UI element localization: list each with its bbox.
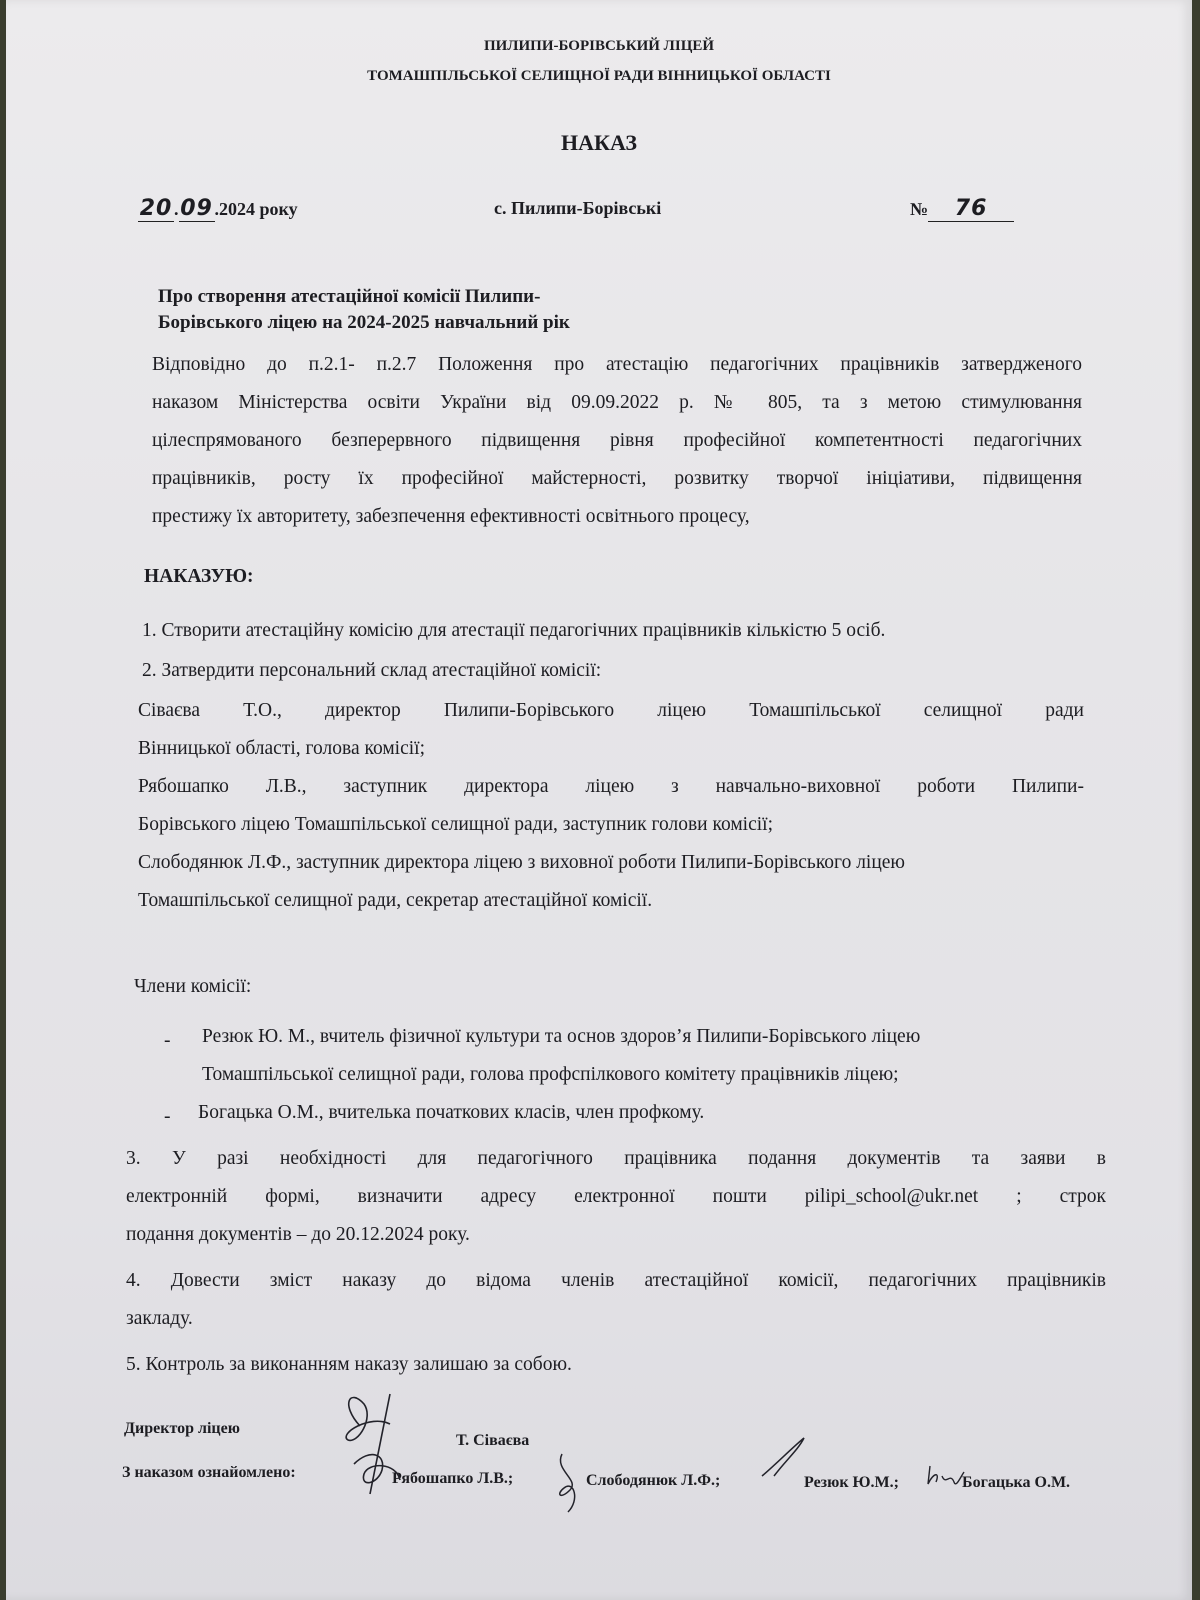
director-signature: [330, 1384, 430, 1514]
ack-name: Резюк Ю.М.;: [804, 1474, 899, 1491]
item-2: 2. Затвердити персональний склад атестаційної комісії:: [142, 660, 602, 681]
members-label: Члени комісії:: [134, 976, 252, 997]
member-line: Рябошапко Л.В., заступник директора ліцею з навчально-виховної роботи Пилипи-: [138, 776, 1084, 797]
school-name: ПИЛИПИ-БОРІВСЬКИЙ ЛІЦЕЙ: [483, 38, 715, 54]
acknowledged-label: З наказом ознайомлено:: [122, 1464, 296, 1481]
subject-line: Борівського ліцею на 2024-2025 навчальний рік: [158, 312, 570, 333]
bullet-dash: -: [164, 1030, 171, 1051]
council-name: ТОМАШПІЛЬСЬКОЇ СЕЛИЩНОЇ РАДИ ВІННИЦЬКОЇ ОБЛАСТІ: [367, 68, 831, 84]
date-day-handwritten: 20: [139, 196, 173, 221]
committee-line: Резюк Ю. М., вчитель фізичної культури та основ здоров’я Пилипи-Борівського ліцею: [202, 1026, 921, 1047]
order-place: с. Пилипи-Борівські: [494, 198, 662, 218]
preamble-line: Відповідно до п.2.1- п.2.7 Положення про атестацію педагогічних працівників затвердженого: [152, 354, 1082, 375]
member-line: Вінницької області, голова комісії;: [138, 738, 425, 759]
document-page: [6, 0, 1192, 1600]
committee-line: Томашпільської селищної ради, голова профспілкового комітету працівників ліцею;: [202, 1064, 899, 1085]
signature-slobodyaniuk: [550, 1450, 590, 1520]
member-line: Сіваєва Т.О., директор Пилипи-Борівського ліцею Томашпільської селищної ради: [138, 700, 1084, 721]
member-line: Томашпільської селищної ради, секретар атестаційної комісії.: [138, 890, 653, 911]
order-subject: [158, 284, 570, 336]
preamble-line: престижу їх авторитету, забезпечення ефективності освітнього процесу,: [152, 506, 750, 527]
order-date: 20.09.2024 року: [139, 196, 298, 221]
number-label: №: [910, 199, 929, 219]
item-4-line: закладу.: [126, 1308, 193, 1329]
number-handwritten: 76: [928, 196, 1014, 222]
item-5: 5. Контроль за виконанням наказу залишаю за собою.: [126, 1354, 572, 1375]
preamble-line: працівників, росту їх професійної майстерності, розвитку творчої ініціативи, підвищення: [152, 468, 1082, 489]
ack-name: Богацька О.М.: [962, 1474, 1071, 1491]
order-number: [910, 196, 1014, 222]
item-3: [126, 1140, 1106, 1254]
item-3-line: 3. У разі необхідності для педагогічного працівника подання документів та заяви в: [126, 1148, 1106, 1169]
preamble-line: наказом Міністерства освіти України від 09.09.2022 р. № 805, та з метою стимулювання: [152, 392, 1082, 413]
item-4: [126, 1262, 1106, 1338]
order-word: НАКАЗУЮ:: [144, 566, 254, 587]
committee-member: Богацька О.М., вчителька початкових класів, член профкому.: [198, 1102, 705, 1123]
bullet-dash: -: [164, 1106, 171, 1127]
item-1: 1. Створити атестаційну комісію для атестації педагогічних працівників кількістю 5 осіб.: [142, 620, 886, 641]
subject-line: Про створення атестаційної комісії Пилипи-: [158, 286, 541, 307]
document-title: НАКАЗ: [561, 130, 637, 155]
ack-name: Рябошапко Л.В.;: [392, 1470, 514, 1487]
date-year: .2024 року: [214, 199, 298, 219]
director-label: Директор ліцею: [124, 1420, 240, 1437]
signature-reziuk: [754, 1436, 814, 1484]
committee-member: [202, 1018, 1102, 1094]
preamble: [152, 346, 1082, 536]
director-name: Т. Сіваєва: [456, 1432, 530, 1449]
item-3-line: електронній формі, визначити адресу електронної пошти pilipi_school@ukr.net ; строк: [126, 1186, 1106, 1207]
member-line: Слободянюк Л.Ф., заступник директора ліцею з виховної роботи Пилипи-Борівського ліцею: [138, 852, 906, 873]
item-3-line: подання документів – до 20.12.2024 року.: [126, 1224, 470, 1245]
item-4-line: 4. Довести зміст наказу до відома членів атестаційної комісії, педагогічних працівників: [126, 1270, 1106, 1291]
ack-name: Слободянюк Л.Ф.;: [586, 1472, 721, 1489]
date-month-handwritten: 09: [180, 196, 213, 221]
member-line: Борівського ліцею Томашпільської селищної ради, заступник голови комісії;: [138, 814, 773, 835]
preamble-line: цілеспрямованого безперервного підвищення рівня професійної компетентності педагогічних: [152, 430, 1082, 451]
members-list: [138, 692, 1084, 920]
signature-bohatska: [924, 1462, 968, 1492]
